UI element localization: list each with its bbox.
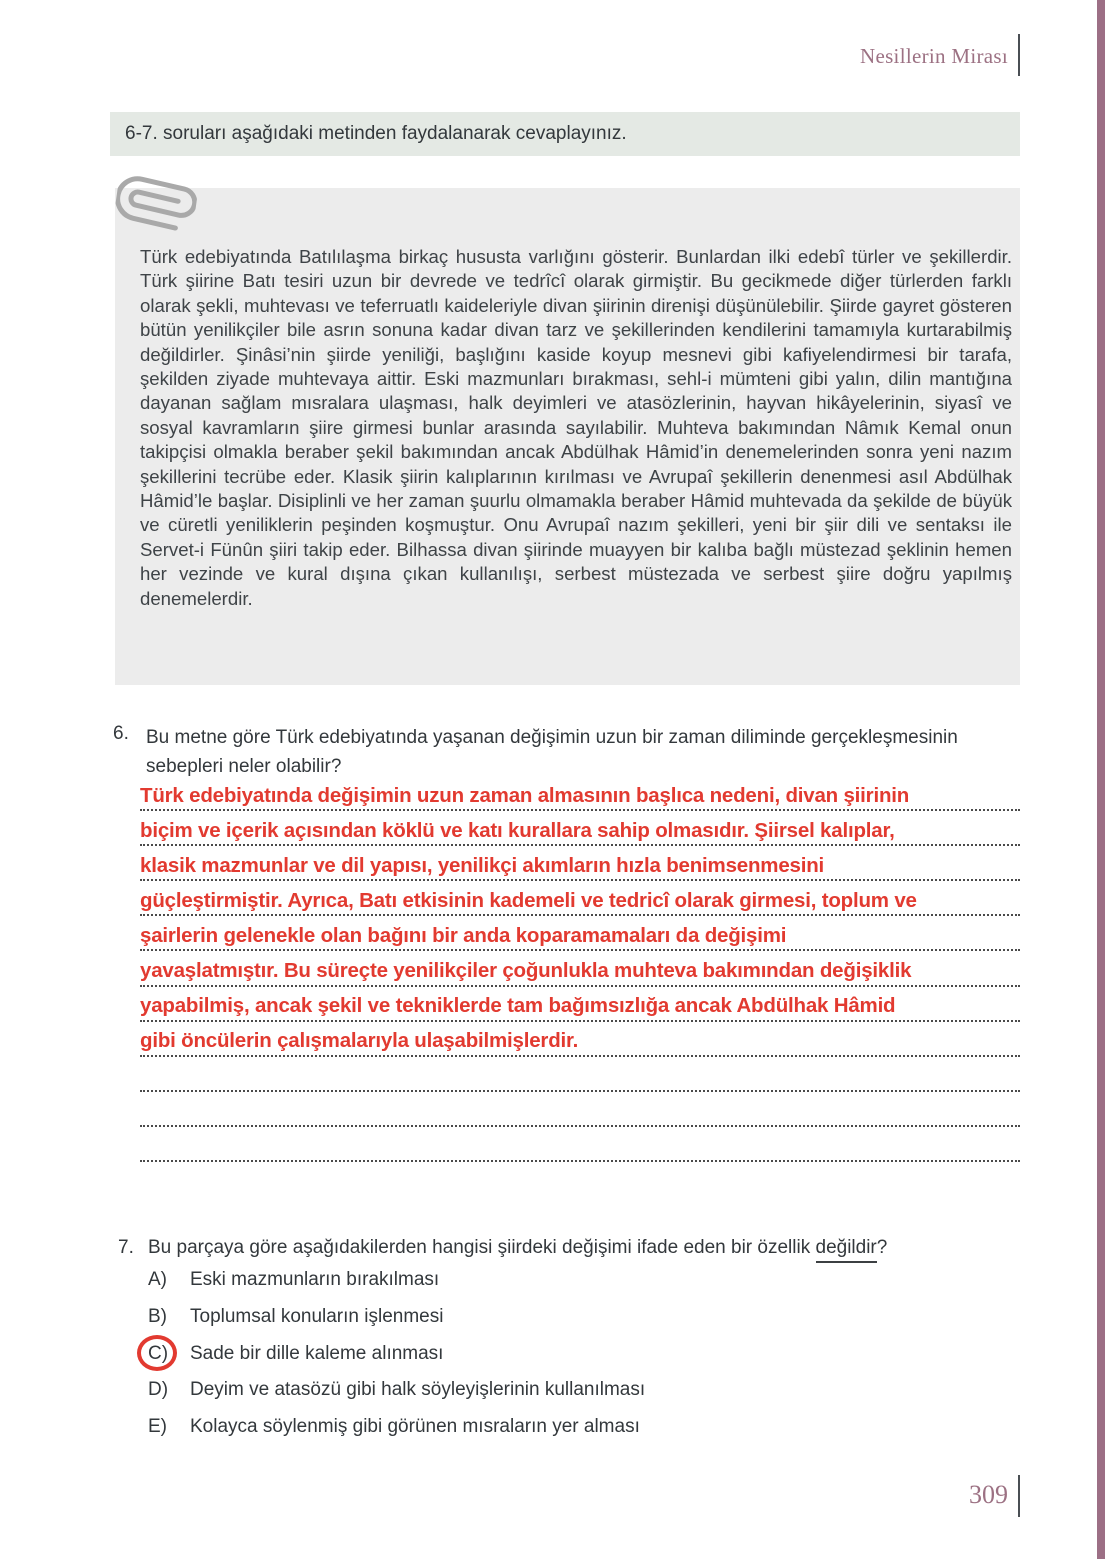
option-letter: D) — [148, 1379, 169, 1401]
empty-answer-line — [140, 1092, 1020, 1127]
handwritten-answer-text: biçim ve içerik açısından köklü ve katı kurallara sahip olmasıdır. Şiirsel kalıplar, — [140, 818, 895, 842]
answer-line — [140, 916, 1020, 951]
handwritten-answer-text: yapabilmiş, ancak şekil ve tekniklerde tam bağımsızlığa ancak Abdülhak Hâmid — [140, 994, 896, 1018]
answer-line — [140, 951, 1020, 986]
empty-answer-line — [140, 1057, 1020, 1092]
answer-line — [140, 846, 1020, 881]
instruction-text: 6-7. soruları aşağıdaki metinden faydalanarak cevaplayınız. — [125, 123, 627, 144]
option-row-c — [148, 1335, 1018, 1372]
passage-text: Türk edebiyatında Batılılaşma birkaç hususta varlığını gösterir. Bunlardan ilki edebî türler ve şekillerdir. Türk şiirine Batı tesiri uzun bir devrede ve tedrîcî olarak girmiştir. Bu gecikmede diğer türlerden farklı olarak şekli, muhtevası ve teferruatlı kaideleriyle divan şiirinin direnişi düşünülebilir. Şiirde gayret gösteren bütün yenilikçiler bile asrın sonuna kadar divan tarz ve şekillerinden kendilerini tamamıyla kurtarabilmiş değildirler. Şinâsi’nin şiirde yeniliği, başlığını kaside koyup mesnevi gibi kafiyelendirmesi bir tarafa, şekilden ziyade muhtevaya aittir. Eski mazmunları bırakması, sehl-i mümteni gibi yalın, dilin mantığına dayanan sağlam mısralara ulaşması, halk deyimleri ve atasözlerinin, hayvan hikâyelerinin, siyasî ve sosyal kavramların şiire girmesi bunlar arasında sayılabilir. Muhteva bakımından Nâmık Kemal onun takipçisi olmakla beraber şekil bakımından ancak Abdülhak Hâmid’in denemelerinden sonra yeni nazım şekillerini tecrübe eder. Klasik şiirin kalıplarının kırılması ve Avrupaî şekillerin denenmesi asıl Abdülhak Hâmid’le başlar. Disiplinli ve her zaman şuurlu olmamakla beraber Hâmid muhtevada da şekilde de büyük ve cüretli yeniliklerin peşinden koşmuştur. Onu Avrupaî nazım şekilleri, yeni bir şiir dili ve sentaksı ile Servet-i Fünûn şiiri takip eder. Bilhassa divan şiirinde muayyen bir kalıba bağlı müstezad şeklinin hemen her vezinde ve kural dışına çıkan kullanılışı, serbest müstezada ve serbest şiire doğru yapılmış denemelerdir. — [140, 246, 1012, 609]
question7-underlined-word: değildir — [816, 1237, 877, 1263]
option-row-d — [148, 1372, 1018, 1409]
option-text: Sade bir dille kaleme alınması — [190, 1342, 444, 1364]
question7-text-after: ? — [876, 1237, 888, 1258]
empty-answer-line — [140, 1127, 1020, 1162]
instruction-bar — [110, 112, 1020, 156]
answer-line — [140, 1022, 1020, 1057]
handwritten-answer-text: klasik mazmunlar ve dil yapısı, yenilikçi akımların hızla benimsenmesini — [140, 853, 825, 877]
option-text: Eski mazmunların bırakılması — [190, 1269, 440, 1291]
question6-answer-area — [140, 776, 1020, 1162]
answer-line — [140, 811, 1020, 846]
handwritten-answer-text: Türk edebiyatında değişimin uzun zaman almasının başlıca nedeni, divan şiirinin — [140, 783, 910, 807]
answer-circle-icon — [137, 1335, 177, 1371]
option-text: Toplumsal konuların işlenmesi — [190, 1306, 444, 1328]
answer-line — [140, 776, 1020, 811]
option-row-e — [148, 1409, 1018, 1446]
handwritten-answer-text: güçleştirmiştir. Ayrıca, Batı etkisinin kademeli ve tedricî olarak girmesi, toplum ve — [140, 888, 917, 912]
option-letter: E) — [148, 1416, 167, 1438]
option-text: Deyim ve atasözü gibi halk söyleyişlerinin kullanılması — [190, 1379, 646, 1401]
answer-line — [140, 987, 1020, 1022]
question7-text-before: Bu parçaya göre aşağıdakilerden hangisi şiirdeki değişimi ifade eden bir özellik — [148, 1237, 816, 1258]
question6-text: Bu metne göre Türk edebiyatında yaşanan değişimin uzun bir zaman diliminde gerçekleşmesinin sebepleri neler olabilir? — [146, 727, 958, 777]
handwritten-answer-text: yavaşlatmıştır. Bu süreçte yenilikçiler çoğunlukla muhteva bakımından değişiklik — [140, 959, 912, 983]
handwritten-answer-text: gibi öncülerin çalışmalarıyla ulaşabilmişlerdir. — [140, 1029, 579, 1053]
option-letter: B) — [148, 1306, 167, 1328]
question6-number: 6. — [113, 723, 129, 744]
page-edge-accent-bar — [1097, 0, 1105, 1559]
option-letter: A) — [148, 1269, 167, 1291]
paperclip-icon — [110, 155, 201, 251]
handwritten-answer-text: şairlerin gelenekle olan bağını bir anda koparamamaları da değişimi — [140, 923, 787, 947]
chapter-title: Nesillerin Mirası — [860, 44, 1008, 68]
option-row-b — [148, 1299, 1018, 1336]
question7-text — [148, 1237, 1028, 1259]
answer-line — [140, 881, 1020, 916]
footer-divider — [1018, 1475, 1020, 1517]
option-row-a — [148, 1262, 1018, 1299]
page-number: 309 — [969, 1480, 1008, 1509]
header-divider — [1018, 34, 1020, 76]
option-text: Kolayca söylenmiş gibi görünen mısraların yer alması — [190, 1416, 640, 1438]
option-letter — [148, 1343, 190, 1365]
question7-options — [148, 1262, 1018, 1445]
option-letter-text: C) — [148, 1342, 169, 1364]
question7-number: 7. — [118, 1237, 134, 1258]
